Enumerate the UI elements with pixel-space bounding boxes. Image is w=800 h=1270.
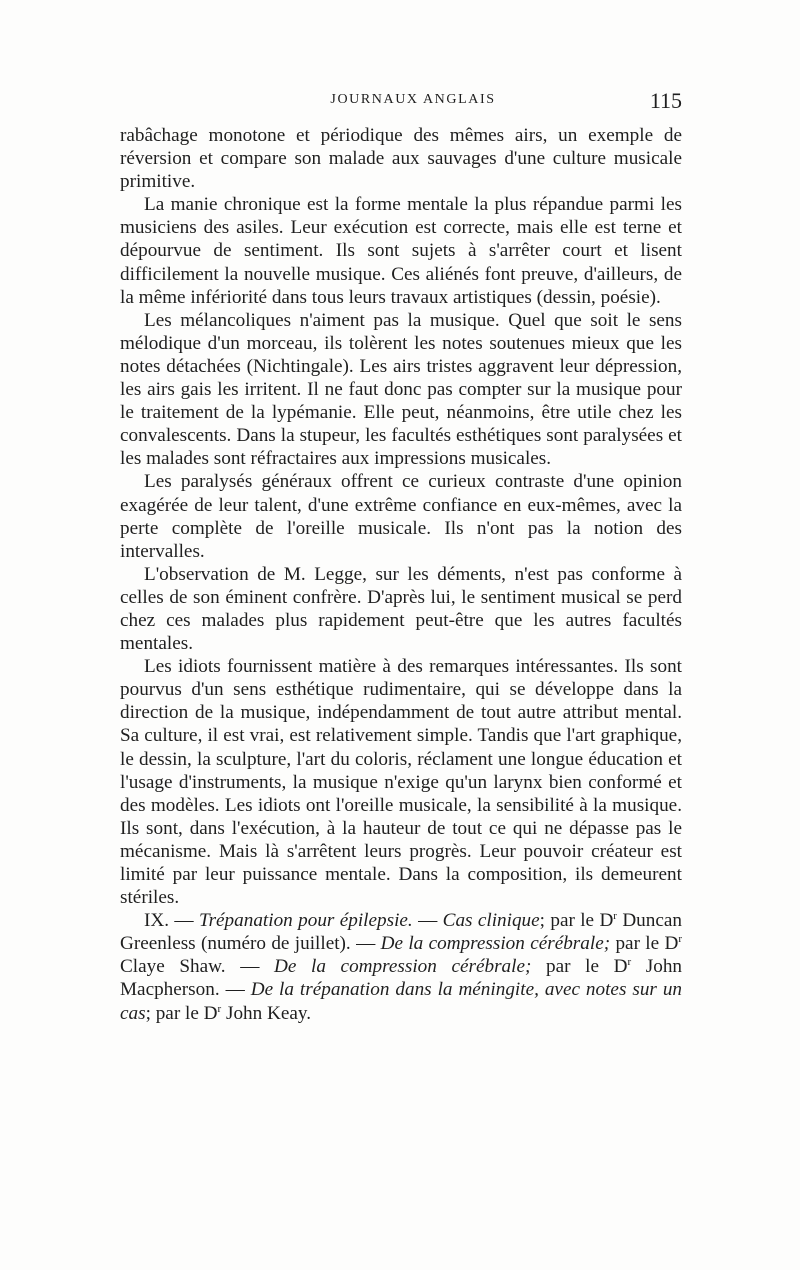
section-title-2: Cas clinique [442, 910, 540, 932]
author-2: Claye Shaw. [120, 956, 226, 978]
paragraph-5: L'observation de M. Legge, sur les déments, n'est pas conforme à celles de son éminent confrère. D'après lui, le sentiment musical se perd chez ces malades plus rapidement peut-être que les autres facultés mentales. [120, 563, 682, 655]
dr-abbrev-3: D [613, 956, 628, 978]
paragraph-4: Les paralysés généraux offrent ce curieux contraste d'une opinion exagérée de leur talent, d'une extrême confiance en eux-mêmes, avec la perte complète de l'oreille musicale. Ils n'ont pas la notion des intervalles. [120, 471, 682, 562]
paragraph-1: rabâchage monotone et périodique des mêmes airs, un exemple de réversion et compare son malade aux sauvages d'une culture musicale primitive. [120, 125, 682, 193]
dr-sup-2: r [678, 933, 683, 946]
by-3: par le [546, 956, 599, 978]
running-head: JOURNAUX ANGLAIS [330, 92, 496, 107]
author-4: John Keay. [225, 1002, 312, 1024]
dr-sup-4: r [217, 1002, 222, 1015]
by-1: ; par le [539, 910, 595, 932]
paragraph-6: Les idiots fournissent matière à des remarques intéressantes. Ils sont pourvus d'un sens esthétique rudimentaire, qui se développe dans la direction de la musique, indépendamment de tout autre attribut mental. Sa culture, il est vrai, est relativement simple. Tandis que l'art graphique, le dessin, la sculpture, l'art du coloris, réclament une longue éducation et l'usage d'instruments, la musique n'exige qu'un larynx bien conformé et des modèles. Les idiots ont l'oreille musicale, la sensibilité à la musique. Ils sont, dans l'exécution, à la hauteur de tout ce qui ne dépasse pas le mécanisme. Mais là s'arrêtent leurs progrès. Leur pouvoir créateur est limité par leur puissance mentale. Dans la composition, ils demeurent stériles. [120, 656, 682, 909]
section-title-4: De la compression cérébrale; [274, 956, 532, 978]
dr-sup-1: r [613, 910, 617, 923]
dr-abbrev-4: D [203, 1002, 218, 1024]
author-1: Duncan Greenless (numéro de juillet). [120, 910, 682, 955]
section-numeral: IX. — [144, 910, 194, 932]
dash-4: — [225, 979, 245, 1001]
paragraph-2: La manie chronique est la forme mentale la plus répandue parmi les musiciens des asiles. Leur exécution est correcte, mais elle est terne et dépourvue de sentiment. Ils sont sujets à s'arrêter court et lisent difficilement la nouvelle musique. Ces aliénés font preuve, d'ailleurs, de la même infériorité dans tous leurs travaux artistiques (dessin, poésie). [120, 194, 682, 308]
dr-abbrev-2: D [664, 933, 679, 955]
section-title-5: De la trépanation dans la méningite, avec notes sur un cas [120, 979, 683, 1024]
page-number: 115 [649, 88, 682, 113]
dr-sup-3: r [627, 956, 632, 969]
dash-2: — [356, 933, 376, 955]
section-title-1: Trépanation pour épilepsie. [198, 910, 413, 932]
by-2: par le [615, 933, 660, 955]
by-4: ; par le [145, 1002, 199, 1024]
dash-1: — [418, 910, 438, 932]
paragraph-3: Les mélancoliques n'aiment pas la musique. Quel que soit le sens mélodique d'un morceau, ils tolèrent les notes soutenues mieux que les notes détachées (Nichtingale). Les airs tristes aggravent leur dépression, les airs gais les irritent. Il ne faut donc pas compter sur la musique pour le traitement de la lypémanie. Elle peut, néanmoins, être utile chez les convalescents. Dans la stupeur, les facultés esthétiques sont paralysées et les malades sont réfractaires aux impressions musicales. [120, 309, 682, 470]
dr-abbrev-1: D [599, 910, 614, 932]
section-ix [120, 909, 682, 1024]
author-3: John Macpherson. [120, 956, 683, 1001]
page-header [120, 88, 682, 118]
dash-3: — [240, 956, 260, 978]
body-text [120, 124, 682, 1025]
section-title-3: De la compression cérébrale; [380, 933, 611, 955]
